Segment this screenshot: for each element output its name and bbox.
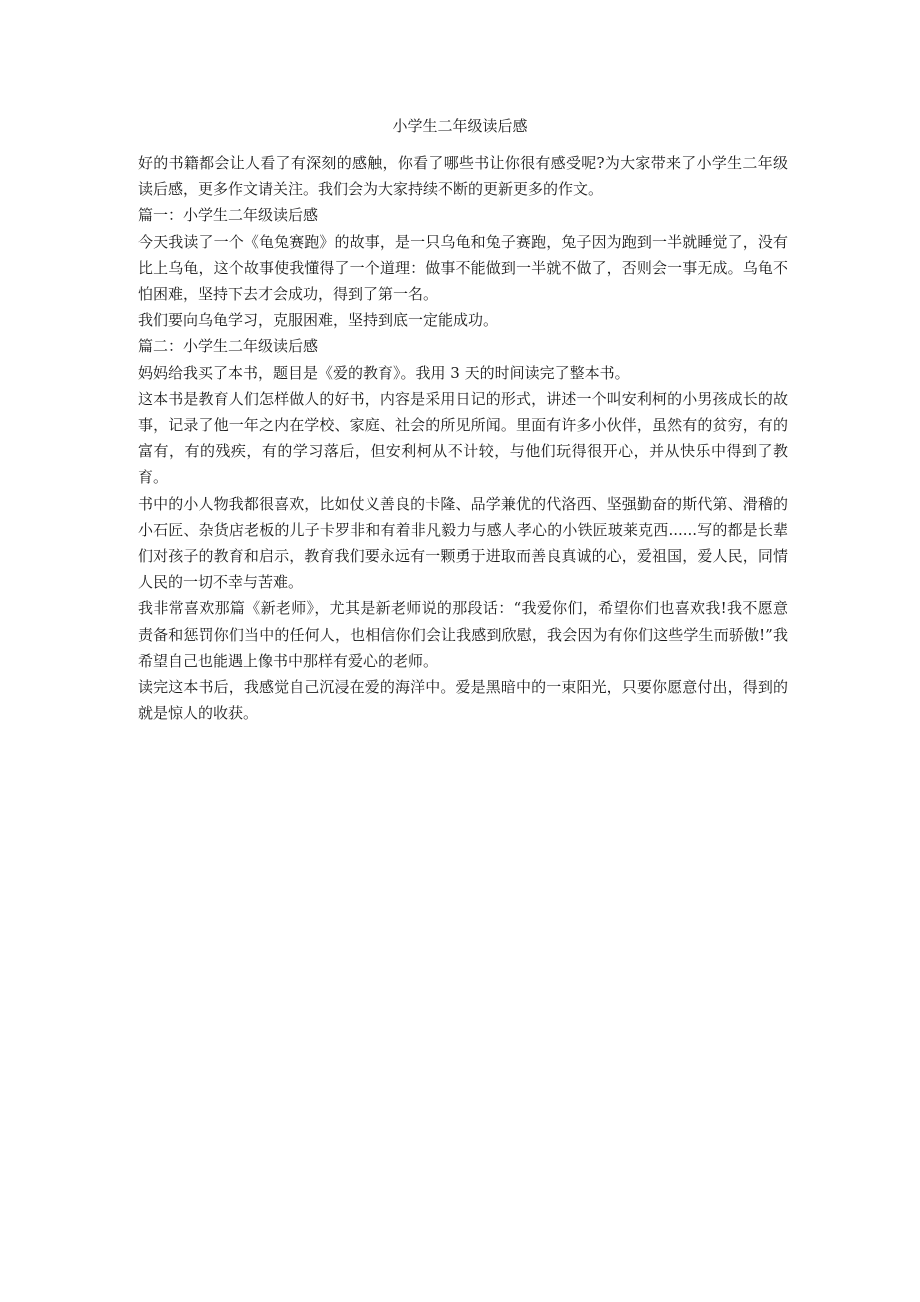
body-paragraph: 书中的小人物我都很喜欢，比如仗义善良的卡隆、品学兼优的代洛西、坚强勤奋的斯代第、滑稽的小石匠、杂货店老板的儿子卡罗非和有着非凡毅力与感人孝心的小铁匠玻莱克西......写的都是长辈们对孩子的教育和启示，教育我们要永远有一颗勇于进取而善良真诚的心，爱祖国，爱人民，同情人民的一切不幸与苦难。 (138, 494, 788, 592)
body-paragraph: 妈妈给我买了本书，题目是《爱的教育》。我用 3 天的时间读完了整本书。 (138, 363, 630, 382)
section-heading-2: 篇二：小学生二年级读后感 (138, 337, 319, 356)
intro-paragraph: 好的书籍都会让人看了有深刻的感触，你看了哪些书让你很有感受呢?为大家带来了小学生二年级读后感，更多作文请关注。我们会为大家持续不断的更新更多的作文。 (138, 154, 788, 199)
document-title: 小学生二年级读后感 (392, 117, 528, 135)
document-body (138, 150, 788, 726)
body-paragraph: 这本书是教育人们怎样做人的好书，内容是采用日记的形式，讲述一个叫安利柯的小男孩成长的故事，记录了他一年之内在学校、家庭、社会的所见所闻。里面有许多小伙伴，虽然有的贫穷，有的富有，有的残疾，有的学习落后，但安利柯从不计较，与他们玩得很开心，并从快乐中得到了教育。 (138, 389, 788, 487)
body-paragraph: 我非常喜欢那篇《新老师》，尤其是新老师说的那段话：“我爱你们，希望你们也喜欢我!我不愿意责备和惩罚你们当中的任何人，也相信你们会让我感到欣慰，我会因为有你们这些学生而骄傲!”我希望自己也能遇上像书中那样有爱心的老师。 (138, 599, 788, 670)
body-paragraph: 今天我读了一个《龟兔赛跑》的故事，是一只乌龟和兔子赛跑，兔子因为跑到一半就睡觉了，没有比上乌龟，这个故事使我懂得了一个道理：做事不能做到一半就不做了，否则会一事无成。乌龟不怕困难，坚持下去才会成功，得到了第一名。 (138, 232, 788, 304)
body-paragraph: 我们要向乌龟学习，克服困难，坚持到底一定能成功。 (138, 311, 499, 330)
body-paragraph: 读完这本书后，我感觉自己沉浸在爱的海洋中。爱是黑暗中的一束阳光，只要你愿意付出，得到的就是惊人的收获。 (138, 678, 788, 723)
section-heading-1: 篇一：小学生二年级读后感 (138, 206, 319, 225)
